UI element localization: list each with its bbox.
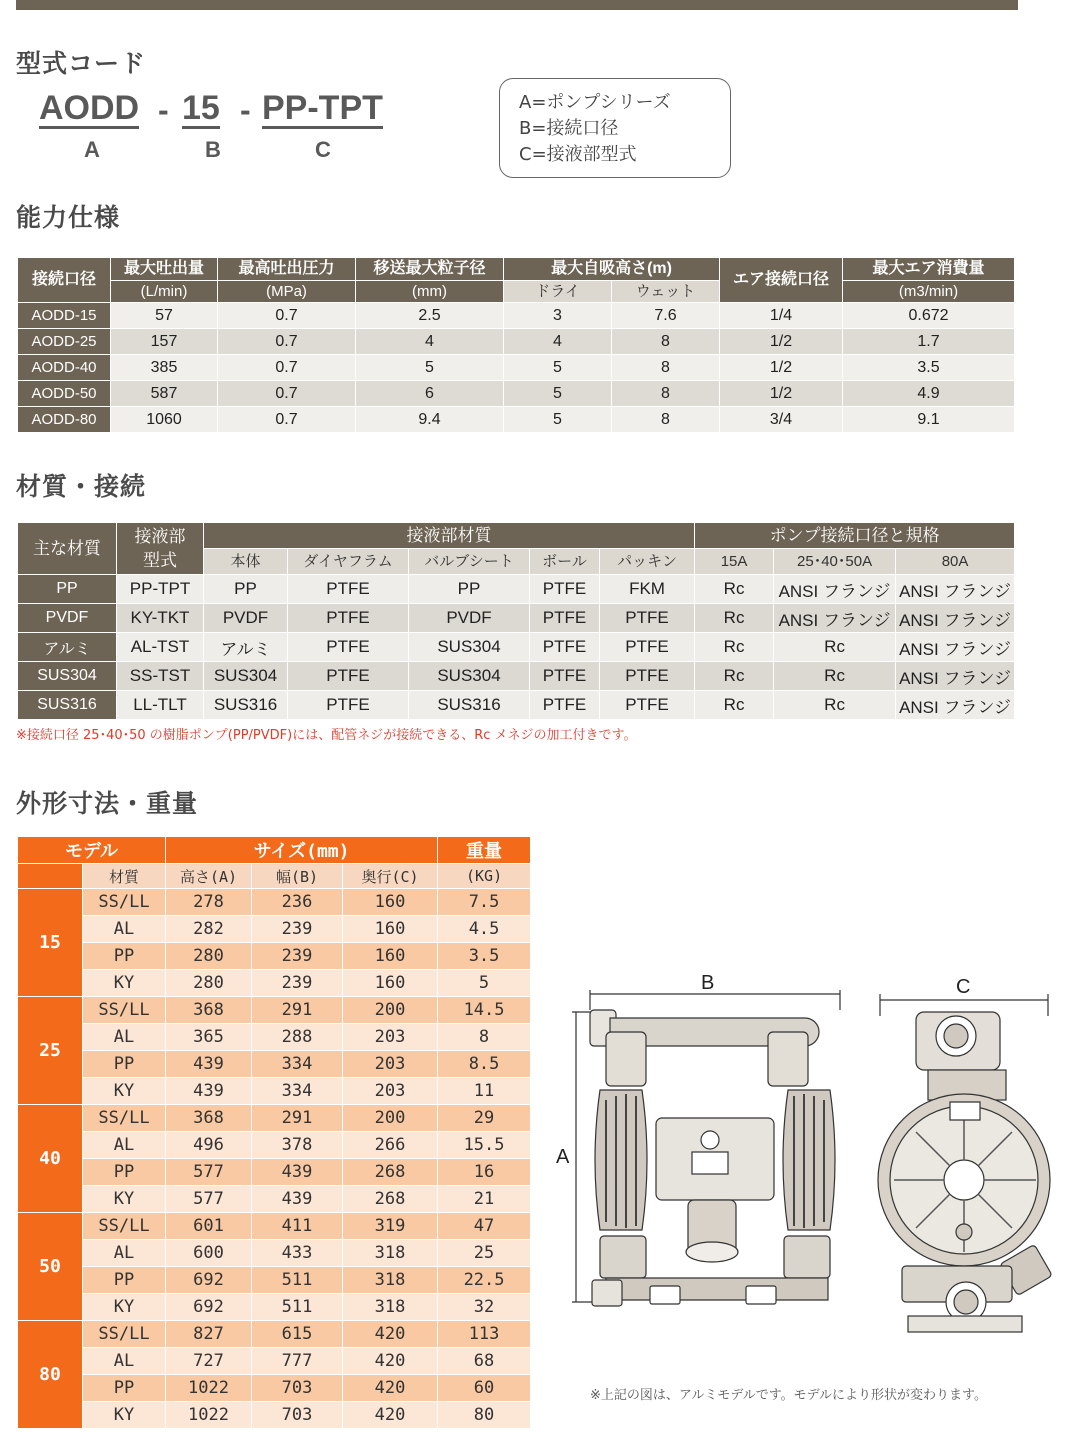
table-cell: 200 xyxy=(343,997,438,1024)
table-cell: 21 xyxy=(438,1186,531,1213)
table-cell: 236 xyxy=(252,889,343,916)
header-air-consumption: 最大エア消費量 xyxy=(843,258,1015,281)
table-cell: AL xyxy=(83,1348,166,1375)
table-cell: 0.7 xyxy=(218,407,356,433)
table-cell: KY xyxy=(83,1294,166,1321)
table-cell: 692 xyxy=(166,1267,252,1294)
table-cell: Rc xyxy=(695,633,774,662)
table-cell: 7.5 xyxy=(438,889,531,916)
model-cell: 15 xyxy=(18,889,83,997)
model-code-legend xyxy=(499,78,731,178)
table-cell: 8.5 xyxy=(438,1051,531,1078)
table-cell: 47 xyxy=(438,1213,531,1240)
table-cell: 577 xyxy=(166,1186,252,1213)
table-cell: 80 xyxy=(438,1402,531,1429)
row-header-cell: SUS304 xyxy=(18,662,117,691)
table-row xyxy=(18,381,1015,407)
table-row xyxy=(18,1159,531,1186)
table-row xyxy=(18,1051,531,1078)
table-cell: 5 xyxy=(504,355,612,381)
header-max-particle: 移送最大粒子径 xyxy=(356,258,504,281)
table-cell: Rc xyxy=(774,691,896,720)
table-cell: 160 xyxy=(343,889,438,916)
table-cell: 433 xyxy=(252,1240,343,1267)
table-cell: 266 xyxy=(343,1132,438,1159)
table-cell: 1/2 xyxy=(720,381,843,407)
model-code-letter-c: C xyxy=(315,137,331,162)
table-cell: 577 xyxy=(166,1159,252,1186)
table-cell: 1/4 xyxy=(720,303,843,329)
table-cell: 4 xyxy=(504,329,612,355)
table-cell: 385 xyxy=(111,355,218,381)
section-title-dimensions: 外形寸法・重量 xyxy=(16,789,199,818)
table-cell: PTFE xyxy=(600,633,695,662)
table-cell: 334 xyxy=(252,1051,343,1078)
table-row xyxy=(18,1105,531,1132)
table-cell: 4.9 xyxy=(843,381,1015,407)
table-cell: FKM xyxy=(600,575,695,604)
table-cell: PTFE xyxy=(288,691,409,720)
table-cell: KY xyxy=(83,1186,166,1213)
subheader: 15A xyxy=(695,549,774,575)
table-row xyxy=(18,1240,531,1267)
table-cell: PTFE xyxy=(600,691,695,720)
table-row xyxy=(18,1267,531,1294)
table-cell: SS/LL xyxy=(83,1213,166,1240)
table-cell: 420 xyxy=(343,1402,438,1429)
table-row xyxy=(18,604,1015,633)
table-cell: 2.5 xyxy=(356,303,504,329)
table-cell: 439 xyxy=(252,1159,343,1186)
table-cell: 703 xyxy=(252,1375,343,1402)
row-header-cell: AODD-50 xyxy=(18,381,111,407)
table-cell: SUS316 xyxy=(409,691,530,720)
table-row xyxy=(18,1294,531,1321)
table-row xyxy=(18,916,531,943)
table-cell: ANSI フランジ xyxy=(896,662,1015,691)
subheader: 本体 xyxy=(204,549,288,575)
table-cell: 3.5 xyxy=(438,943,531,970)
table-cell: SS/LL xyxy=(83,997,166,1024)
table-cell: 11 xyxy=(438,1078,531,1105)
table-cell: PTFE xyxy=(600,604,695,633)
table-cell: Rc xyxy=(774,662,896,691)
table-cell: 496 xyxy=(166,1132,252,1159)
table-cell: PTFE xyxy=(288,604,409,633)
table-cell: KY-TKT xyxy=(117,604,204,633)
table-cell: AL xyxy=(83,1132,166,1159)
table-cell: 420 xyxy=(343,1321,438,1348)
subheader: バルブシート xyxy=(409,549,530,575)
table-cell: PTFE xyxy=(288,575,409,604)
table-cell: 1022 xyxy=(166,1375,252,1402)
subheader: 80A xyxy=(896,549,1015,575)
row-header-cell: AODD-40 xyxy=(18,355,111,381)
table-cell: ANSI フランジ xyxy=(774,575,896,604)
table-cell: PTFE xyxy=(600,662,695,691)
table-cell: 318 xyxy=(343,1240,438,1267)
table-cell: 420 xyxy=(343,1348,438,1375)
subheader: ボール xyxy=(530,549,600,575)
table-cell: 3/4 xyxy=(720,407,843,433)
table-cell: 1/2 xyxy=(720,329,843,355)
table-cell: 6 xyxy=(356,381,504,407)
subheader: 材質 xyxy=(83,864,166,889)
table-cell: PP xyxy=(83,1159,166,1186)
section-title-model-code: 型式コード xyxy=(16,49,147,78)
table-cell: 0.672 xyxy=(843,303,1015,329)
table-cell: 319 xyxy=(343,1213,438,1240)
table-cell: 827 xyxy=(166,1321,252,1348)
table-cell: 4.5 xyxy=(438,916,531,943)
table-cell: 113 xyxy=(438,1321,531,1348)
table-cell: 16 xyxy=(438,1159,531,1186)
table-cell: 57 xyxy=(111,303,218,329)
table-cell: 615 xyxy=(252,1321,343,1348)
table-cell: 365 xyxy=(166,1024,252,1051)
legend-line: A=ポンプシリーズ xyxy=(519,92,671,113)
table-cell: 291 xyxy=(252,997,343,1024)
model-code-part-c: PP-TPT xyxy=(262,89,383,127)
row-header-cell: AODD-80 xyxy=(18,407,111,433)
subheader: (KG) xyxy=(438,864,531,889)
table-cell: PTFE xyxy=(288,662,409,691)
table-cell: 160 xyxy=(343,916,438,943)
table-cell: PVDF xyxy=(409,604,530,633)
row-header-cell: SUS316 xyxy=(18,691,117,720)
table-cell: Rc xyxy=(695,575,774,604)
table-row xyxy=(18,1132,531,1159)
table-cell: ANSI フランジ xyxy=(896,575,1015,604)
table-cell: 8 xyxy=(612,355,720,381)
row-header-cell: AODD-15 xyxy=(18,303,111,329)
table-cell: PTFE xyxy=(530,633,600,662)
model-cell: 25 xyxy=(18,997,83,1105)
dimension-table xyxy=(17,836,531,1429)
table-cell: ANSI フランジ xyxy=(896,633,1015,662)
table-cell: 511 xyxy=(252,1294,343,1321)
legend-line: C=接液部型式 xyxy=(519,144,637,165)
table-cell: SUS304 xyxy=(204,662,288,691)
material-table xyxy=(17,522,1015,720)
row-header-cell: AODD-25 xyxy=(18,329,111,355)
table-cell: PP xyxy=(409,575,530,604)
table-cell: KY xyxy=(83,970,166,997)
table-row xyxy=(18,1024,531,1051)
table-cell: 282 xyxy=(166,916,252,943)
table-cell: 22.5 xyxy=(438,1267,531,1294)
table-row xyxy=(18,329,1015,355)
table-cell: 318 xyxy=(343,1294,438,1321)
table-cell: 0.7 xyxy=(218,381,356,407)
table-cell: 1/2 xyxy=(720,355,843,381)
header-suction: 最大自吸高さ(m) xyxy=(504,258,720,281)
table-cell: 600 xyxy=(166,1240,252,1267)
header-weight: 重量 xyxy=(438,837,531,864)
table-cell: 368 xyxy=(166,1105,252,1132)
material-note: ※接続口径 25･40･50 の樹脂ポンプ(PP/PVDF)には、配管ネジが接続できる、Rc メネジの加工付きです。 xyxy=(16,728,637,743)
table-cell: PTFE xyxy=(530,662,600,691)
header-wetted-material: 接液部材質 xyxy=(204,523,695,549)
table-cell: AL xyxy=(83,1240,166,1267)
subheader: ダイヤフラム xyxy=(288,549,409,575)
table-row xyxy=(18,1348,531,1375)
table-cell: 8 xyxy=(612,407,720,433)
table-cell: 0.7 xyxy=(218,303,356,329)
row-header-cell: PP xyxy=(18,575,117,604)
dimension-label-c: C xyxy=(956,976,971,998)
model-cell: 40 xyxy=(18,1105,83,1213)
table-cell: KY xyxy=(83,1402,166,1429)
table-cell: 587 xyxy=(111,381,218,407)
top-bar xyxy=(16,0,1018,10)
table-cell: 439 xyxy=(252,1186,343,1213)
table-cell: 439 xyxy=(166,1078,252,1105)
table-cell: 703 xyxy=(252,1402,343,1429)
model-code-letter-a: A xyxy=(84,137,100,162)
table-row xyxy=(18,943,531,970)
table-cell: 378 xyxy=(252,1132,343,1159)
table-row xyxy=(18,889,531,916)
table-cell: 239 xyxy=(252,943,343,970)
table-cell: 239 xyxy=(252,916,343,943)
table-cell: 278 xyxy=(166,889,252,916)
legend-line: B=接続口径 xyxy=(519,118,619,139)
table-cell: AL-TST xyxy=(117,633,204,662)
table-cell: LL-TLT xyxy=(117,691,204,720)
table-cell: 280 xyxy=(166,943,252,970)
pump-front-view-drawing xyxy=(570,990,860,1320)
table-row xyxy=(18,575,1015,604)
table-cell: ANSI フランジ xyxy=(896,604,1015,633)
table-cell: 5 xyxy=(504,381,612,407)
table-cell: 68 xyxy=(438,1348,531,1375)
table-cell: SUS316 xyxy=(204,691,288,720)
table-cell: PTFE xyxy=(530,691,600,720)
table-cell: 203 xyxy=(343,1051,438,1078)
table-cell: アルミ xyxy=(204,633,288,662)
table-row xyxy=(18,303,1015,329)
table-cell: 200 xyxy=(343,1105,438,1132)
table-cell: ANSI フランジ xyxy=(896,691,1015,720)
model-code-letter-b: B xyxy=(205,137,221,162)
table-cell: 239 xyxy=(252,970,343,997)
table-row xyxy=(18,1375,531,1402)
table-cell: 1.7 xyxy=(843,329,1015,355)
model-cell: 50 xyxy=(18,1213,83,1321)
table-cell: 0.7 xyxy=(218,355,356,381)
table-cell: SUS304 xyxy=(409,633,530,662)
pump-side-view-drawing xyxy=(872,990,1057,1340)
table-cell: KY xyxy=(83,1078,166,1105)
table-cell: 3.5 xyxy=(843,355,1015,381)
table-cell: 9.4 xyxy=(356,407,504,433)
table-cell: 411 xyxy=(252,1213,343,1240)
table-cell: 203 xyxy=(343,1024,438,1051)
header-size: サイズ(mm) xyxy=(166,837,438,864)
model-code-part-b: 15 xyxy=(182,89,220,127)
table-cell: 268 xyxy=(343,1159,438,1186)
table-row xyxy=(18,407,1015,433)
table-cell: 4 xyxy=(356,329,504,355)
table-cell: AL xyxy=(83,916,166,943)
table-row xyxy=(18,997,531,1024)
table-cell: 14.5 xyxy=(438,997,531,1024)
table-cell: 5 xyxy=(438,970,531,997)
capability-table xyxy=(17,257,1015,433)
header-wetted-type: 接液部型式 xyxy=(117,523,204,575)
header-dry: ドライ xyxy=(504,281,612,303)
table-cell: 60 xyxy=(438,1375,531,1402)
table-cell: 601 xyxy=(166,1213,252,1240)
table-row xyxy=(18,691,1015,720)
row-header-cell: PVDF xyxy=(18,604,117,633)
header-model-blank xyxy=(18,864,83,889)
table-cell: 8 xyxy=(612,329,720,355)
table-cell: 511 xyxy=(252,1267,343,1294)
table-cell: 160 xyxy=(343,970,438,997)
table-cell: 7.6 xyxy=(612,303,720,329)
model-code-part-a: AODD xyxy=(39,89,140,127)
table-cell: 1060 xyxy=(111,407,218,433)
table-cell: SS/LL xyxy=(83,1105,166,1132)
header-max-flow-unit: (L/min) xyxy=(111,281,218,303)
table-cell: SS/LL xyxy=(83,1321,166,1348)
table-cell: PTFE xyxy=(288,633,409,662)
table-cell: 9.1 xyxy=(843,407,1015,433)
subheader: 25･40･50A xyxy=(774,549,896,575)
header-pump-connection: ポンプ接続口径と規格 xyxy=(695,523,1015,549)
table-cell: ANSI フランジ xyxy=(774,604,896,633)
table-cell: 5 xyxy=(504,407,612,433)
model-code-dash-1: - xyxy=(158,92,169,128)
dimension-label-b: B xyxy=(701,972,715,994)
header-air-consumption-unit: (m3/min) xyxy=(843,281,1015,303)
drawing-note: ※上記の図は、アルミモデルです。モデルにより形状が変わります。 xyxy=(590,1388,987,1403)
table-cell: 3 xyxy=(504,303,612,329)
table-cell: 280 xyxy=(166,970,252,997)
table-cell: PTFE xyxy=(530,604,600,633)
table-cell: 15.5 xyxy=(438,1132,531,1159)
table-cell: 25 xyxy=(438,1240,531,1267)
header-port: 接続口径 xyxy=(18,258,111,303)
section-title-material: 材質・接続 xyxy=(16,472,147,501)
table-row xyxy=(18,1078,531,1105)
table-row xyxy=(18,633,1015,662)
table-cell: 0.7 xyxy=(218,329,356,355)
dimension-label-a: A xyxy=(556,1146,570,1168)
table-cell: 420 xyxy=(343,1375,438,1402)
header-air-port: エア接続口径 xyxy=(720,258,843,303)
section-title-capability: 能力仕様 xyxy=(16,203,121,232)
table-cell: 777 xyxy=(252,1348,343,1375)
model-cell: 80 xyxy=(18,1321,83,1429)
header-max-pressure-unit: (MPa) xyxy=(218,281,356,303)
table-row xyxy=(18,355,1015,381)
table-row xyxy=(18,662,1015,691)
header-max-flow: 最大吐出量 xyxy=(111,258,218,281)
table-cell: SS/LL xyxy=(83,889,166,916)
table-cell: Rc xyxy=(695,691,774,720)
table-cell: SUS304 xyxy=(409,662,530,691)
header-model: モデル xyxy=(18,837,166,864)
table-cell: 692 xyxy=(166,1294,252,1321)
table-cell: 318 xyxy=(343,1267,438,1294)
row-header-cell: アルミ xyxy=(18,633,117,662)
table-cell: 157 xyxy=(111,329,218,355)
table-cell: PP xyxy=(83,1051,166,1078)
table-row xyxy=(18,970,531,997)
table-cell: 29 xyxy=(438,1105,531,1132)
subheader: 奥行(C) xyxy=(343,864,438,889)
table-cell: PVDF xyxy=(204,604,288,633)
subheader: 幅(B) xyxy=(252,864,343,889)
table-cell: 8 xyxy=(612,381,720,407)
table-cell: 268 xyxy=(343,1186,438,1213)
table-cell: PP xyxy=(83,1375,166,1402)
table-cell: 5 xyxy=(356,355,504,381)
header-main-material: 主な材質 xyxy=(18,523,117,575)
table-cell: SS-TST xyxy=(117,662,204,691)
table-cell: 160 xyxy=(343,943,438,970)
table-cell: Rc xyxy=(695,604,774,633)
table-cell: PTFE xyxy=(530,575,600,604)
subheader: パッキン xyxy=(600,549,695,575)
table-cell: 439 xyxy=(166,1051,252,1078)
table-cell: PP xyxy=(83,1267,166,1294)
header-max-particle-unit: (mm) xyxy=(356,281,504,303)
header-wet: ウェット xyxy=(612,281,720,303)
table-row xyxy=(18,1321,531,1348)
table-cell: Rc xyxy=(695,662,774,691)
table-cell: PP-TPT xyxy=(117,575,204,604)
table-cell: 334 xyxy=(252,1078,343,1105)
header-max-pressure: 最高吐出圧力 xyxy=(218,258,356,281)
table-cell: 1022 xyxy=(166,1402,252,1429)
table-row xyxy=(18,1402,531,1429)
table-cell: 291 xyxy=(252,1105,343,1132)
table-cell: 368 xyxy=(166,997,252,1024)
table-cell: PP xyxy=(83,943,166,970)
subheader: 高さ(A) xyxy=(166,864,252,889)
table-cell: PP xyxy=(204,575,288,604)
table-cell: 8 xyxy=(438,1024,531,1051)
table-cell: 32 xyxy=(438,1294,531,1321)
model-code-dash-2: - xyxy=(240,92,251,128)
table-cell: AL xyxy=(83,1024,166,1051)
table-row xyxy=(18,1186,531,1213)
table-cell: 727 xyxy=(166,1348,252,1375)
table-cell: 288 xyxy=(252,1024,343,1051)
table-row xyxy=(18,1213,531,1240)
table-cell: 203 xyxy=(343,1078,438,1105)
table-cell: Rc xyxy=(774,633,896,662)
